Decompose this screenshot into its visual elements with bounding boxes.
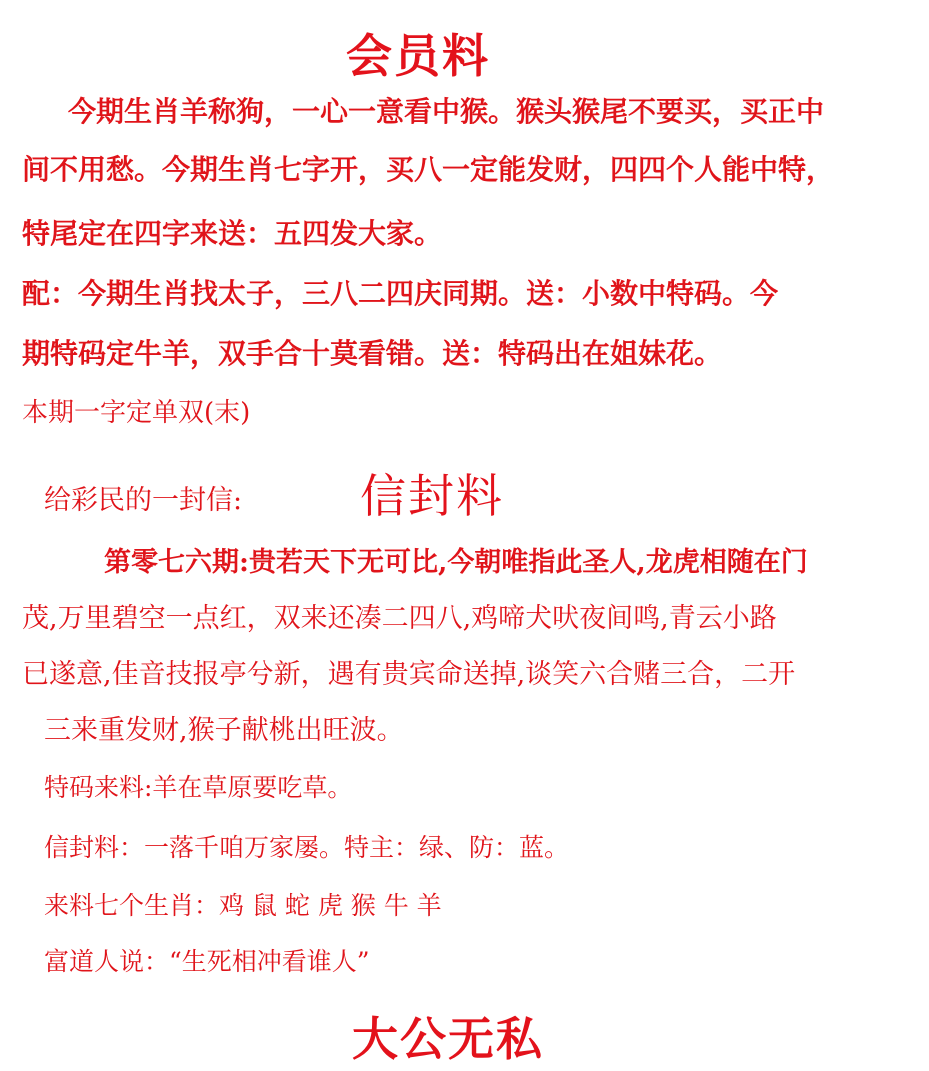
member-text-line: 间不用愁。今期生肖七字开，买八一定能发财，四四个人能中特， (22, 153, 835, 186)
envelope-text-line: 已遂意,佳音技报亭兮新，遇有贵宾命送掉,谈笑六合赌三合，二开 (22, 659, 796, 690)
envelope-text-line: 三来重发财,猴子献桃出旺波。 (44, 715, 404, 746)
envelope-text-line: 来料七个生肖：鸡 鼠 蛇 虎 猴 牛 羊 (44, 891, 442, 920)
letter-intro: 给彩民的一封信: (44, 485, 243, 516)
member-text-line: 特尾定在四字来送：五四发大家。 (22, 217, 443, 250)
envelope-text-line: 第零七六期:贵若天下无可比,今朝唯指此圣人,龙虎相随在门 (104, 547, 808, 578)
section-title-member: 会员料 (346, 29, 490, 83)
member-text-line: 本期一字定单双(末) (22, 398, 251, 428)
envelope-text-line: 富道人说：“生死相冲看谁人” (44, 947, 370, 976)
envelope-text-line: 茂,万里碧空一点红，双来还凑二四八,鸡啼犬吠夜间鸣,青云小路 (22, 603, 777, 634)
member-text-line: 配：今期生肖找太子，三八二四庆同期。送：小数中特码。今 (22, 277, 779, 310)
envelope-text-line: 信封料：一落千咱万家屡。特主：绿、防：蓝。 (44, 833, 570, 862)
member-text-line: 期特码定牛羊，双手合十莫看错。送：特码出在姐妹花。 (22, 337, 723, 370)
section-title-envelope: 信封料 (360, 469, 504, 523)
footer-title: 大公无私 (352, 1012, 544, 1066)
envelope-text-line: 特码来料:羊在草原要吃草。 (44, 773, 353, 802)
member-text-line: 今期生肖羊称狗，一心一意看中猴。猴头猴尾不要买，买正中 (68, 95, 825, 128)
